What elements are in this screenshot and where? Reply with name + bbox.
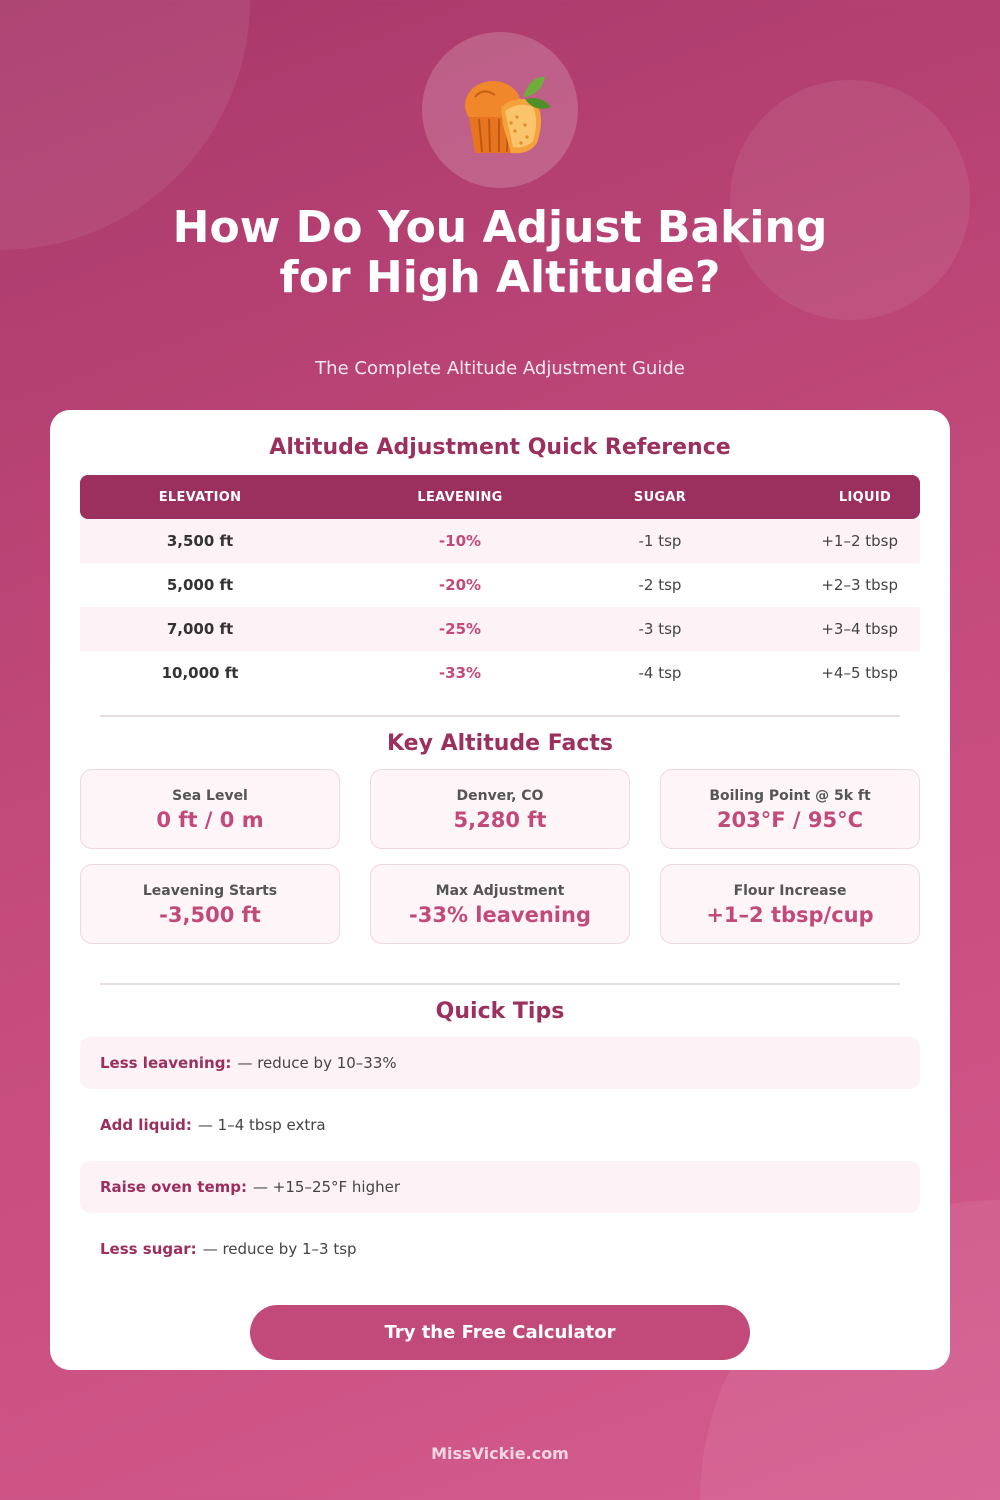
fact-label: Sea Level <box>172 788 248 804</box>
page-title <box>0 203 1000 303</box>
tip-item <box>80 1099 920 1151</box>
cell-liquid: +4–5 tbsp <box>821 664 898 682</box>
calculator-button[interactable]: Try the Free Calculator <box>250 1305 750 1360</box>
cell-leavening: -33% <box>438 664 482 682</box>
tip-key: Less sugar: <box>100 1240 197 1258</box>
tip-key: Raise oven temp: <box>100 1178 248 1196</box>
tip-key: Add liquid: <box>100 1116 192 1134</box>
tip-item <box>80 1223 920 1275</box>
cell-sugar: -4 tsp <box>638 664 682 682</box>
cell-leavening: -25% <box>438 620 482 638</box>
fact-card <box>80 864 340 944</box>
fact-card <box>370 864 630 944</box>
tip-text: — reduce by 1–3 tsp <box>202 1240 357 1258</box>
table-header <box>80 475 920 519</box>
title-line-1: How Do You Adjust Baking <box>172 202 828 253</box>
logo-badge <box>422 32 578 188</box>
fact-value: +1–2 tbsp/cup <box>706 903 874 927</box>
cell-sugar: -1 tsp <box>638 532 682 550</box>
tip-item <box>80 1161 920 1213</box>
cell-elevation: 5,000 ft <box>166 576 234 594</box>
fact-value: 5,280 ft <box>453 808 547 832</box>
section-divider <box>100 715 900 717</box>
tip-text: — +15–25°F higher <box>253 1178 401 1196</box>
tip-text: — reduce by 10–33% <box>237 1054 397 1072</box>
fact-card <box>80 769 340 849</box>
fact-label: Max Adjustment <box>435 883 565 899</box>
cell-elevation: 3,500 ft <box>166 532 234 550</box>
cell-liquid: +3–4 tbsp <box>821 620 898 638</box>
header-liquid: LIQUID <box>838 489 892 505</box>
table-row <box>80 651 920 695</box>
section-divider <box>100 983 900 985</box>
page-subtitle: The Complete Altitude Adjustment Guide <box>315 358 685 379</box>
cell-sugar: -3 tsp <box>638 620 682 638</box>
cell-liquid: +2–3 tbsp <box>821 576 898 594</box>
reference-table <box>80 475 920 695</box>
facts-title: Key Altitude Facts <box>387 731 613 756</box>
fact-value: 203°F / 95°C <box>716 808 864 832</box>
fact-value: -33% leavening <box>409 903 591 927</box>
table-row <box>80 607 920 651</box>
fact-value: -3,500 ft <box>159 903 261 927</box>
reference-title: Altitude Adjustment Quick Reference <box>269 435 731 460</box>
fact-card <box>660 769 920 849</box>
header-elevation: ELEVATION <box>158 489 242 505</box>
header-leavening: LEAVENING <box>417 489 503 505</box>
fact-label: Flour Increase <box>733 883 847 899</box>
tip-key: Less leavening: <box>100 1054 232 1072</box>
cell-elevation: 10,000 ft <box>161 664 239 682</box>
cell-liquid: +1–2 tbsp <box>821 532 898 550</box>
cell-elevation: 7,000 ft <box>166 620 234 638</box>
tip-text: — 1–4 tbsp extra <box>197 1116 326 1134</box>
footer-brand[interactable]: MissVickie.com <box>431 1444 569 1463</box>
fact-value: 0 ft / 0 m <box>156 808 264 832</box>
fact-label: Denver, CO <box>456 788 544 804</box>
fact-card <box>370 769 630 849</box>
cell-leavening: -20% <box>438 576 482 594</box>
fact-card <box>660 864 920 944</box>
title-line-2: for High Altitude? <box>279 252 721 303</box>
header-sugar: SUGAR <box>633 489 687 505</box>
fact-label: Boiling Point @ 5k ft <box>709 788 871 804</box>
table-row <box>80 563 920 607</box>
table-row <box>80 519 920 563</box>
cell-leavening: -10% <box>438 532 482 550</box>
tips-title: Quick Tips <box>435 999 565 1024</box>
tip-item <box>80 1037 920 1089</box>
muffin-icon <box>445 55 555 165</box>
fact-label: Leavening Starts <box>142 883 278 899</box>
cell-sugar: -2 tsp <box>638 576 682 594</box>
guide-card <box>50 410 950 1370</box>
